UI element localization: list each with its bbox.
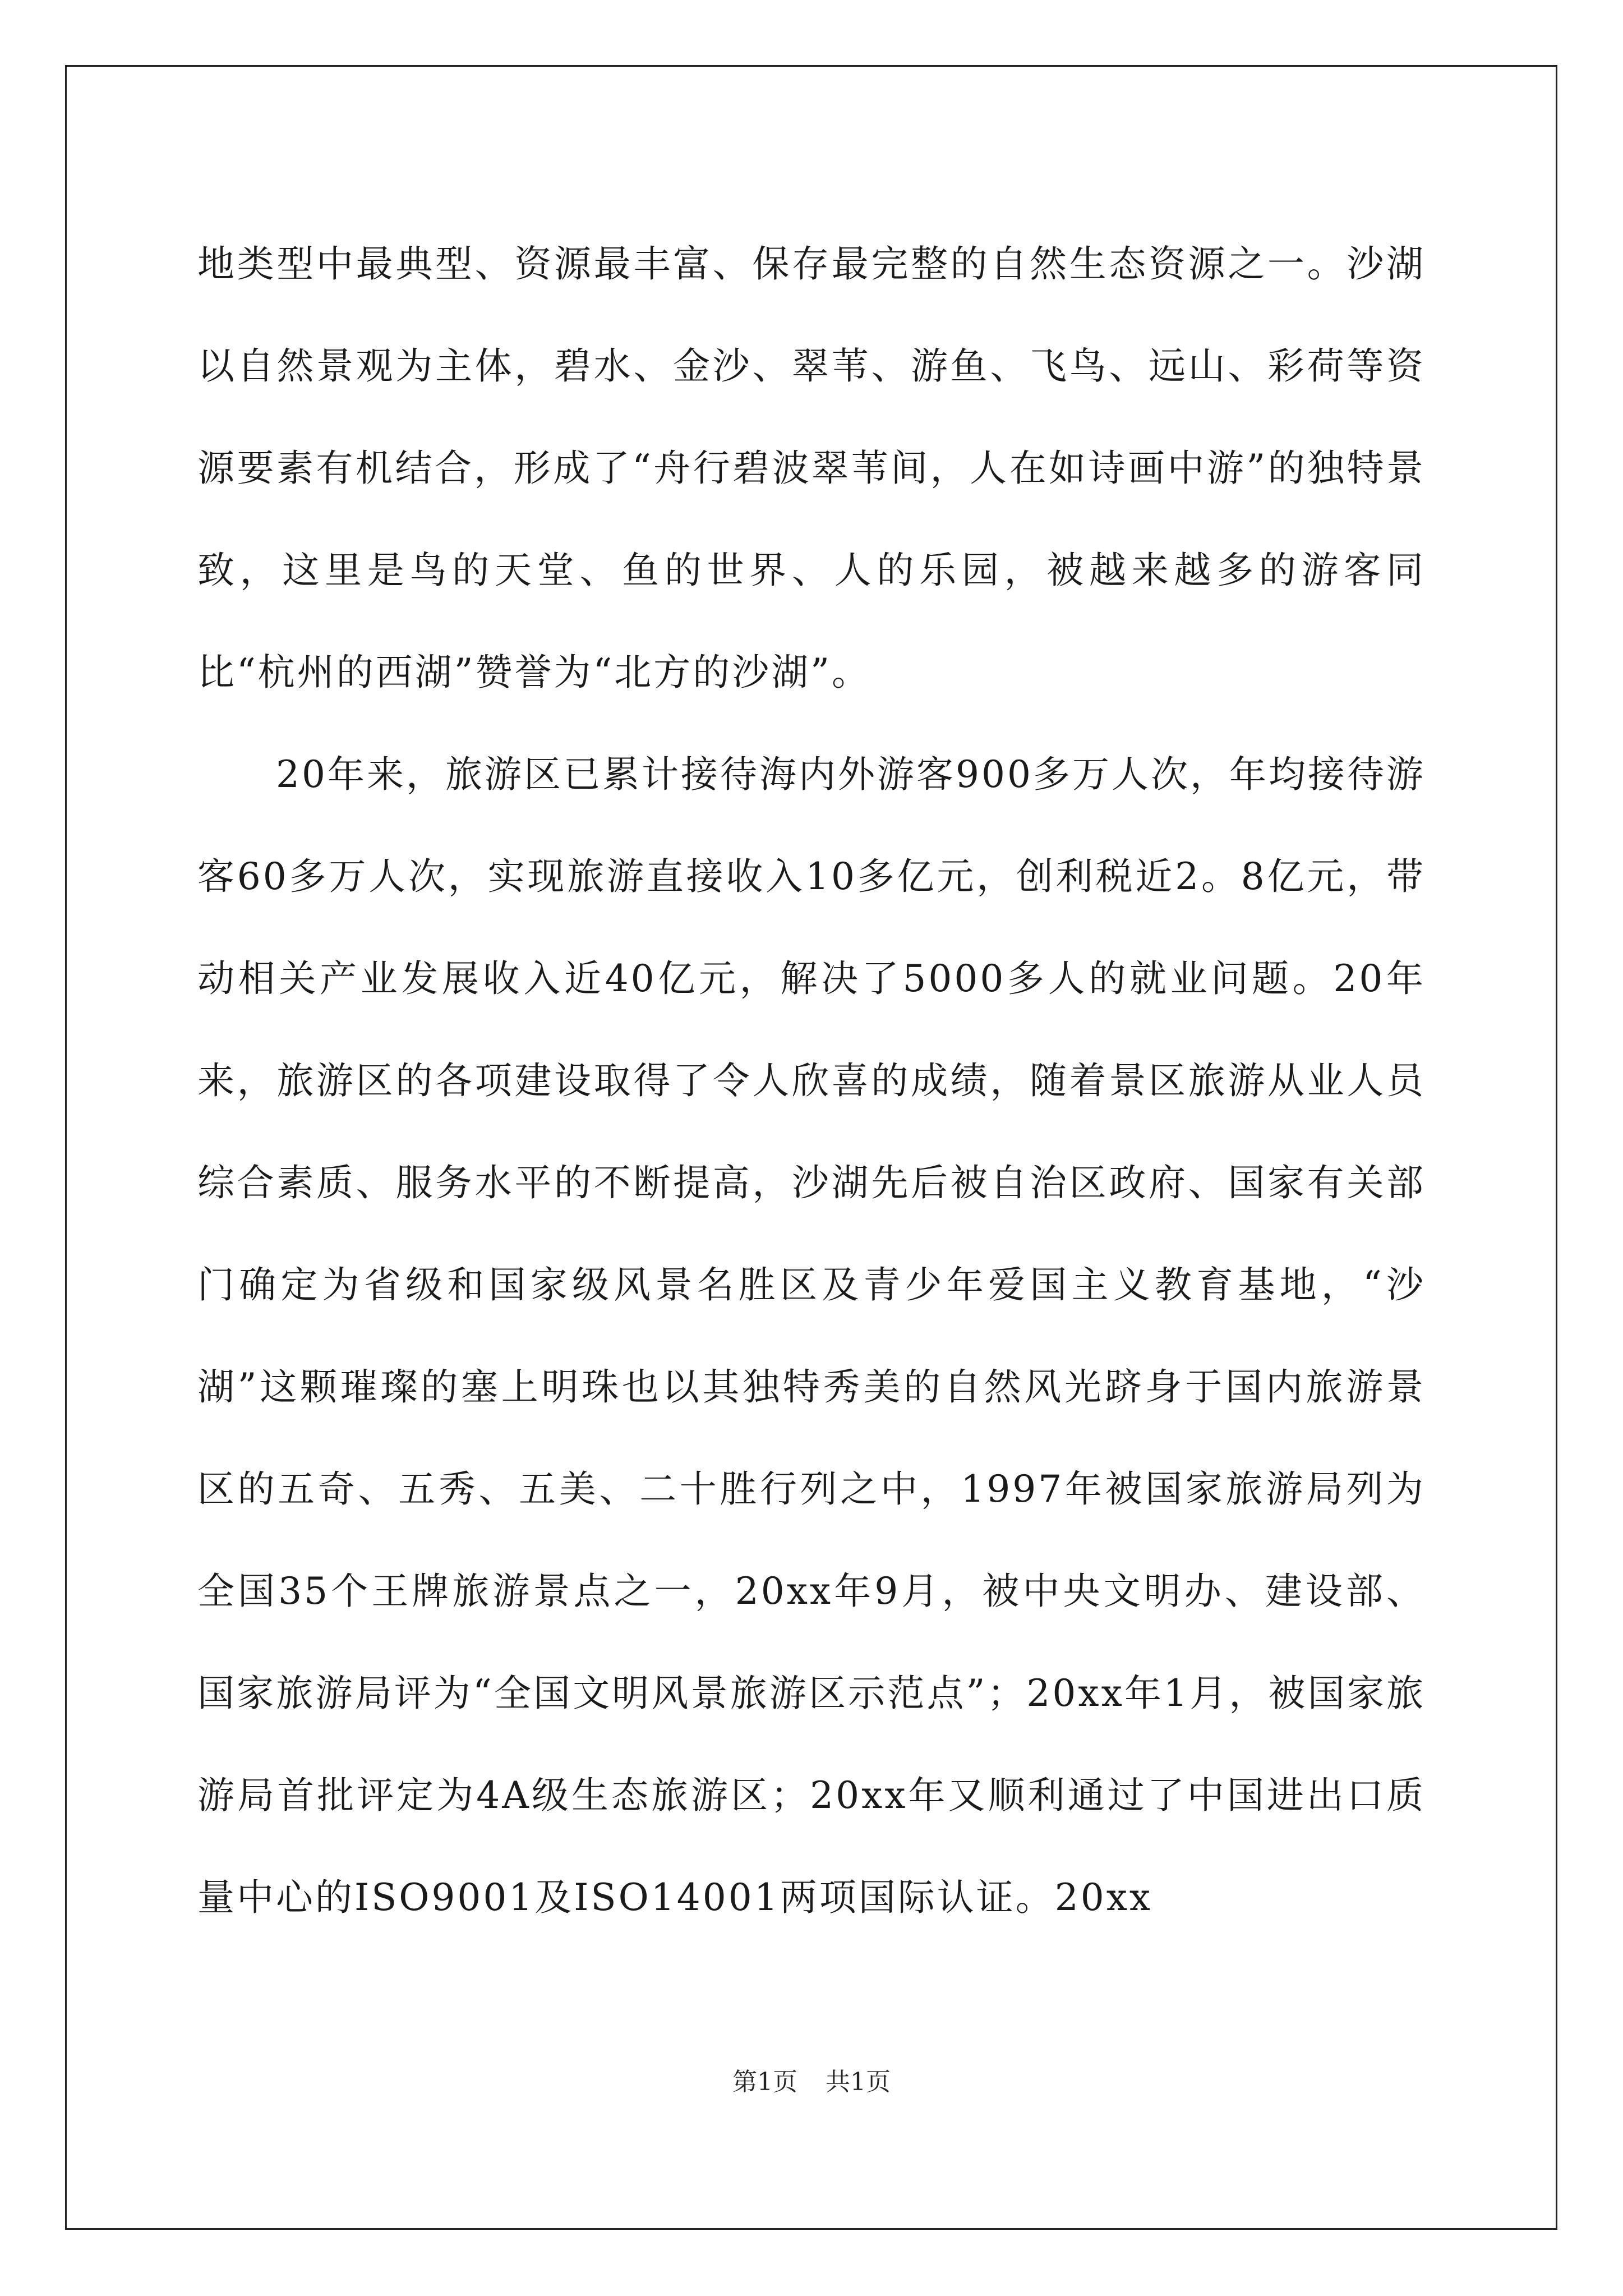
document-body xyxy=(197,213,1426,1949)
paragraph-1: 地类型中最典型、资源最丰富、保存最完整的自然生态资源之一。沙湖以自然景观为主体，碧水、金沙、翠苇、游鱼、飞鸟、远山、彩荷等资源要素有机结合，形成了“舟行碧波翠苇间，人在如诗画中游”的独特景致，这里是鸟的天堂、鱼的世界、人的乐园，被越来越多的游客同比“杭州的西湖”赞誉为“北方的沙湖”。 xyxy=(197,242,1426,694)
page-footer xyxy=(0,2065,1623,2099)
paragraph-2: 20年来，旅游区已累计接待海内外游客900多万人次，年均接待游客60多万人次，实现旅游直接收入10多亿元，创利税近2。8亿元，带动相关产业发展收入近40亿元，解决了5000多人的就业问题。20年来，旅游区的各项建设取得了令人欣喜的成绩，随着景区旅游从业人员综合素质、服务水平的不断提高，沙湖先后被自治区政府、国家有关部门确定为省级和国家级风景名胜区及青少年爱国主义教育基地，“沙湖”这颗璀璨的塞上明珠也以其独特秀美的自然风光跻身于国内旅游景区的五奇、五秀、五美、二十胜行列之中，1997年被国家旅游局列为全国35个王牌旅游景点之一，20xx年9月，被中央文明办、建设部、国家旅游局评为“全国文明风景旅游区示范点”；20xx年1月，被国家旅游局首批评定为4A级生态旅游区；20xx年又顺利通过了中国进出口质量中心的ISO9001及ISO14001两项国际认证。20xx xyxy=(197,753,1426,1919)
page-number: 第1页 xyxy=(732,2068,797,2096)
page-total: 共1页 xyxy=(826,2068,891,2096)
